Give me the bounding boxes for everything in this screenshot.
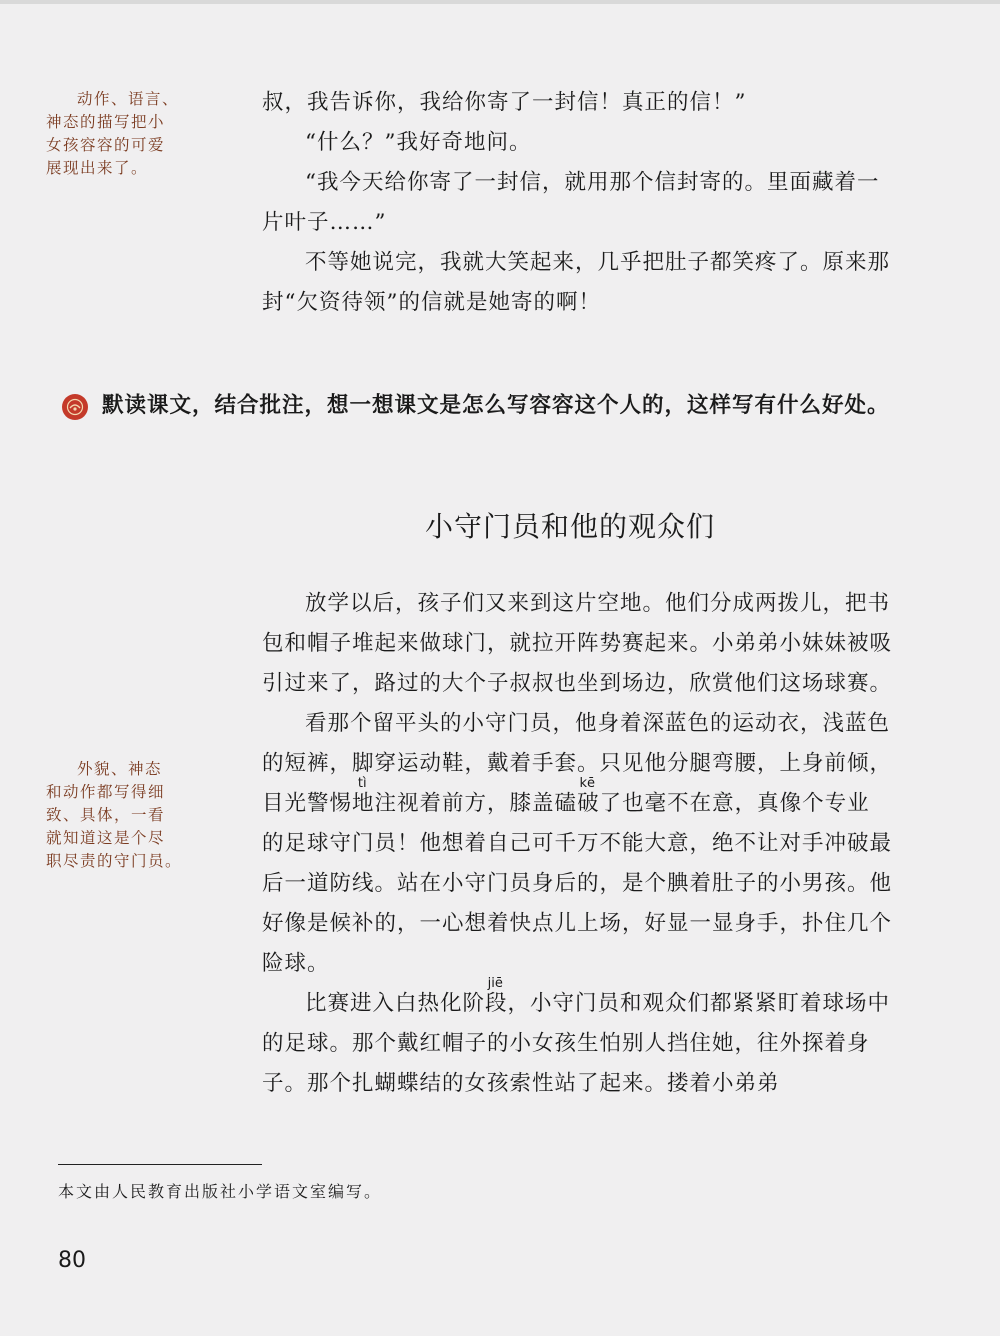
footnote-divider [58,1164,262,1165]
reading-task-instruction: 默读课文，结合批注，想一想课文是怎么写容容这个人的，这样写有什么好处。 [102,393,890,418]
paragraph: 不等她说完，我就大笑起来，几乎把肚子都笑疼了。原来那封“欠资待领”的信就是她寄的啊！ [262,250,891,315]
top-edge-line [0,0,1000,4]
story-title: 小守门员和他的观众们 [424,510,715,543]
annotation-line: 女孩容容的可爱 [46,136,166,154]
story-body [262,584,892,1104]
annotation-line: 和动作都写得细 [46,783,166,801]
pinyin-annotation: jiē [487,976,503,991]
annotation-line: 外貌、神态 [77,760,163,778]
annotation-line: 就知道这是个尽 [46,829,166,847]
text-run: 破了也毫不在意，真像个专业的足球守门员！他想着自己可千万不能大意，绝不让对手冲破最后一道防线。站在小守门员身后的，是个腆着肚子的小男孩。他好像是候补的，一心想着快点儿上场，好显一显身手，扑住几个险球。 [262,791,893,976]
text-run: 段，小守门员和观众们都紧紧盯着球场中的足球。那个戴红帽子的小女孩生怕别人挡住她，往外探着身子。那个扎蝴蝶结的女孩索性站了起来。搂着小弟弟 [262,991,891,1096]
annotation-line: 动作、语言、 [77,90,180,108]
character: 阶 [462,991,486,1016]
continued-text [262,83,892,323]
paragraph: “我今天给你寄了一封信，就用那个信封寄的。里面藏着一片叶子……” [262,170,880,235]
pinyin-annotation: kē [579,776,596,791]
paragraph: “什么？”我好奇地问。 [305,130,532,155]
paragraph: 叔，我告诉你，我给你寄了一封信！真正的信！” [262,90,747,115]
footnote: 本文由人民教育出版社小学语文室编写。 [58,1182,383,1201]
annotation-line: 致、具体，一看 [46,806,166,824]
paragraph [262,976,892,1104]
annotated-character [329,776,367,816]
margin-annotation-2 [46,758,206,873]
annotated-character [554,776,596,816]
text-run: 地注视着前方，膝盖 [352,791,555,816]
pinyin-annotation: tì [357,776,367,791]
page-number: 80 [58,1248,86,1273]
annotation-line: 职尽责的守门员。 [46,852,183,870]
reading-task-icon [62,394,88,420]
paragraph: 放学以后，孩子们又来到这片空地。他们分成两拨儿，把书包和帽子堆起来做球门，就拉开阵势赛起来。小弟弟小妹妹被吸引过来了，路过的大个子叔叔也坐到场边，欣赏他们这场球赛。 [262,591,893,696]
character: 惕 [329,791,353,816]
annotation-line: 神态的描写把小 [46,113,166,131]
text-run: 比赛进入白热化 [305,991,463,1016]
character: 磕 [554,791,578,816]
margin-annotation-1 [46,88,206,180]
annotated-character [462,976,503,1016]
text-run: 看那个留平头的小守门员，他身着深蓝色的运动衣，浅蓝色的短裤，脚穿运动鞋，戴着手套。只见他分腿弯腰，上身前倾，目光警 [262,711,893,816]
annotation-line: 展现出来了。 [46,159,149,177]
paragraph [262,704,892,984]
